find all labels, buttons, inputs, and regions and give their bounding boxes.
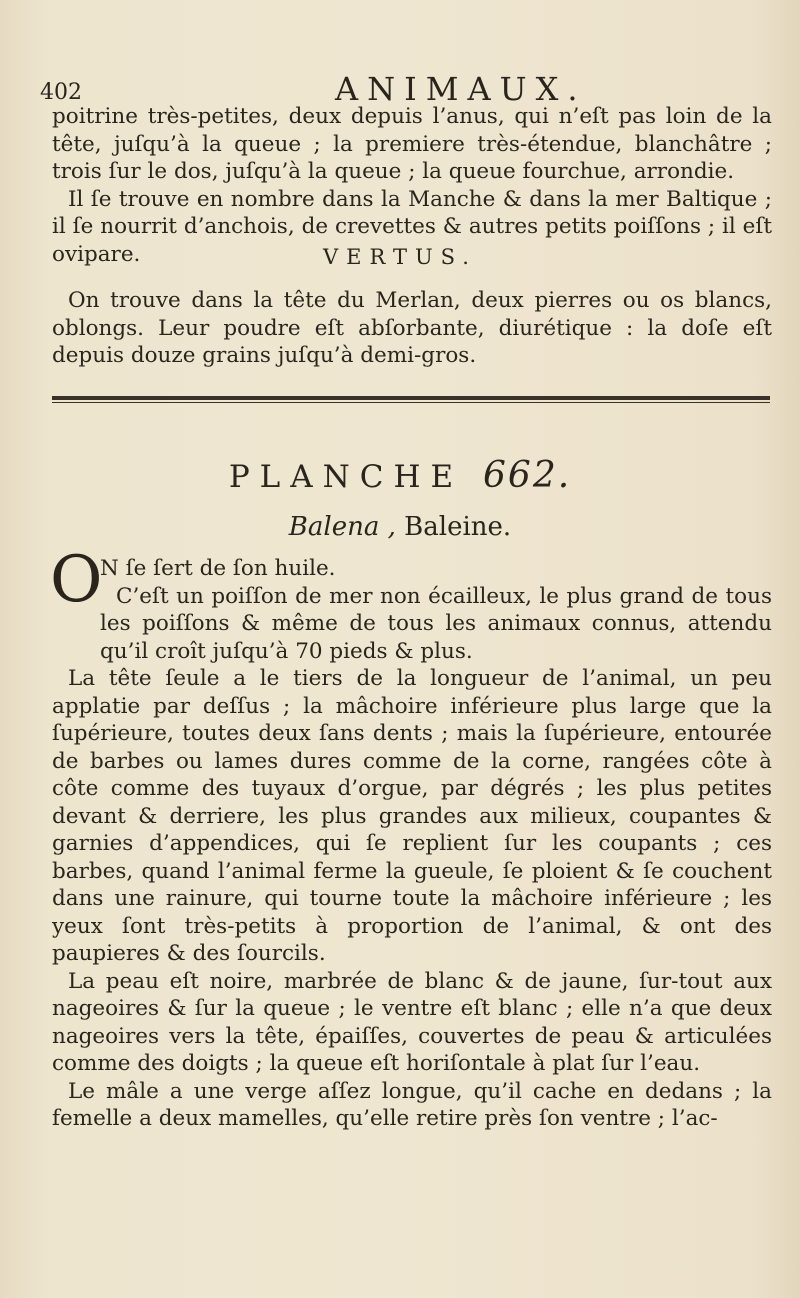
paragraph: Il ſe trouve en nombre dans la Manche & dans la mer Baltique ; il ſe nourrit d’anchois, de crevettes & autres petits poiſſons ; il eſt ovipare. — [52, 186, 772, 267]
paragraph — [52, 555, 772, 665]
running-title: ANIMAUX. — [335, 70, 587, 108]
intro-text — [52, 103, 772, 268]
french-name: Baleine. — [404, 512, 512, 542]
plate-heading — [0, 455, 800, 496]
section-divider — [52, 396, 770, 404]
paragraph: La peau eſt noire, marbrée de blanc & de jaune, ſur-tout aux nageoires & ſur la queue ; le ventre eſt blanc ; elle n’a que deux nageoires vers la tête, épaiſſes, couvertes de peau & articulées comme des doigts ; la queue eſt horiſontale à plat ſur l’eau. — [52, 968, 772, 1076]
paragraph: Le mâle a une verge aſſez longue, qu’il cache en dedans ; la femelle a deux mamelles, qu’elle retire près ſon ventre ; l’ac- — [52, 1078, 772, 1131]
latin-name: Balena , — [288, 512, 396, 542]
paragraph: On trouve dans la tête du Merlan, deux pierres ou os blancs, oblongs. Leur poudre eſt abſorbante, diurétique : la doſe eſt depuis douze grains juſqu’à demi-gros. — [52, 288, 772, 368]
vertus-text — [52, 287, 772, 370]
page-number: 402 — [40, 80, 82, 105]
section-title-vertus: VERTUS. — [323, 245, 477, 269]
second-paragraph-start: C’eſt un poiſſon de mer non écailleux, le plus grand de tous les poiſſons & même de tous les animaux connus, attendu qu’il croît juſqu’à 70 pieds & plus. — [100, 583, 772, 664]
first-line: N ſe ſert de ſon huile. — [100, 556, 336, 581]
plate-subtitle — [0, 512, 800, 542]
plate-number: 662. — [483, 455, 572, 496]
paragraph: poitrine très-petites, deux depuis l’anus, qui n’eſt pas loin de la tête, juſqu’à la queue ; la premiere très-étendue, blanchâtre ; trois ſur le dos, juſqu’à la queue ; la queue fourchue, arrondie. — [52, 104, 772, 184]
paragraph: La tête ſeule a le tiers de la longueur de l’animal, un peu applatie par deſſus ; la mâchoire inférieure plus large que la ſupérieure, toutes deux ſans dents ; mais la ſupérieure, entourée de barbes ou lames dures comme de la corne, rangées côte à côte comme des tuyaux d’orgue, par dégrés ; les plus petites devant & derriere, les plus grandes aux milieux, coupantes & garnies d’appendices, qui ſe replient ſur les coupants ; ces barbes, quand l’animal ferme la gueule, ſe ploient & ſe couchent dans une rainure, qui tourne toute la mâchoire inférieure ; les yeux ſont très-petits à proportion de l’animal, & ont des paupieres & des ſourcils. — [52, 666, 772, 966]
plate-heading-label: PLANCHE — [228, 459, 464, 495]
drop-cap: O — [50, 543, 103, 617]
article-text — [52, 555, 772, 1133]
